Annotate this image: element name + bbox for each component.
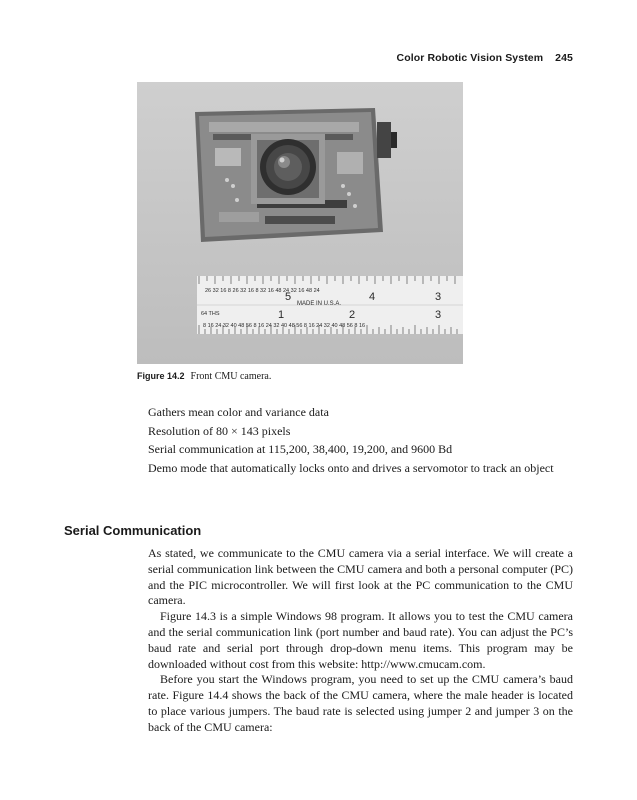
ruler-lower-number: 3: [435, 309, 442, 321]
paragraph: Figure 14.3 is a simple Windows 98 program. It allows you to test the CMU camera and the serial communication link (port number and baud rate). You can adjust the PC’s baud rate and serial port through drop-down menu items. This program may be downloaded without cost from this website: http://www.cmucam.com.: [148, 609, 573, 671]
list-item: Serial communication at 115,200, 38,400, 19,200, and 9600 Bd: [148, 442, 453, 456]
ruler-upper-number: 3: [435, 291, 442, 303]
ruler-lower-ticks: 8 16 24 32 40 48 56 8 16 24 32 40 48 56 8 16 24 32 40 48 56 8 16: [203, 323, 366, 329]
ruler-lower-number: 2: [349, 309, 356, 321]
section-title: Serial Communication: [64, 523, 202, 538]
list-item: Demo mode that automatically locks onto and drives a servomotor to track an object: [148, 460, 554, 475]
figure-caption: [137, 371, 271, 382]
ruler-made-in: MADE IN U.S.A.: [297, 301, 342, 307]
ruler-fraction-label: 64 THS: [201, 311, 220, 317]
figure-caption-text: Front CMU camera.: [190, 371, 272, 382]
ruler-lower-number: 1: [278, 309, 285, 321]
ruler-upper-ticks: 26 32 16 8 26 32 16 8 32 16 48 24 32 16 48 24: [205, 288, 320, 294]
feature-list: [148, 405, 573, 479]
ruler: [197, 276, 463, 334]
figure-photo: [137, 82, 463, 364]
list-item: Gathers mean color and variance data: [148, 405, 329, 419]
page-number: 245: [555, 52, 573, 64]
ruler-upper-number: 4: [369, 291, 376, 303]
list-item: Resolution of 80 × 143 pixels: [148, 423, 291, 438]
running-title: Color Robotic Vision System: [396, 52, 544, 64]
running-header: [397, 52, 573, 64]
body-text: [148, 546, 573, 736]
camera-board: [195, 108, 397, 242]
camera-photo-illustration: [137, 82, 463, 364]
paragraph: As stated, we communicate to the CMU camera via a serial interface. We will create a serial communication link between the CMU camera and both a personal computer (PC) and the PIC microcontroller. We will first look at the PC communication to the CMU camera.: [148, 546, 573, 608]
ruler-upper-number: 5: [285, 291, 292, 303]
figure-label: Figure 14.2: [137, 371, 185, 381]
paragraph: Before you start the Windows program, you need to set up the CMU camera’s baud rate. Figure 14.4 shows the back of the CMU camera, where the male header is located to place various jumpers. The baud rate is selected using jumper 2 and jumper 3 on the back of the CMU camera:: [148, 672, 573, 734]
